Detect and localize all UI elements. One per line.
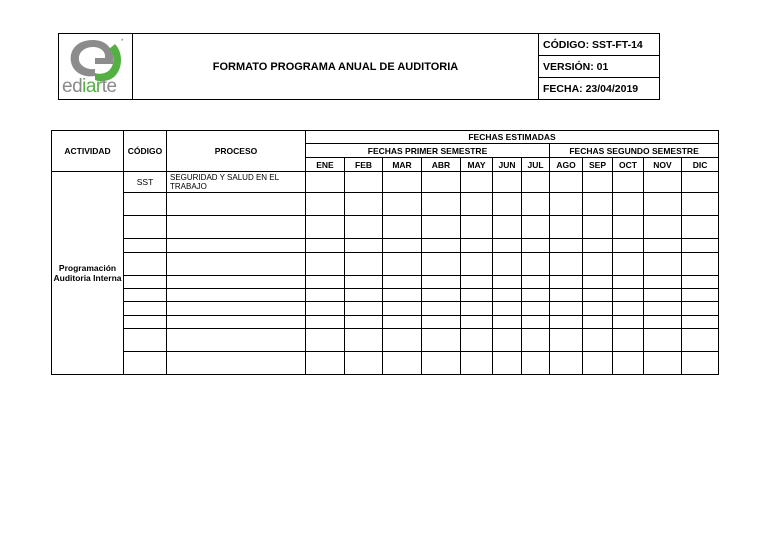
schedule-cell — [550, 239, 583, 253]
schedule-cell — [613, 352, 644, 375]
schedule-cell — [461, 289, 493, 302]
schedule-cell — [644, 239, 682, 253]
schedule-cell — [550, 289, 583, 302]
document-code: CÓDIGO: SST-FT-14 — [539, 34, 660, 56]
schedule-cell — [306, 172, 345, 193]
schedule-cell — [522, 253, 550, 276]
schedule-cell — [383, 253, 422, 276]
schedule-cell — [583, 172, 613, 193]
schedule-cell — [383, 239, 422, 253]
schedule-cell — [422, 329, 461, 352]
schedule-cell — [461, 193, 493, 216]
proceso-cell: SEGURIDAD Y SALUD EN EL TRABAJO — [167, 172, 306, 193]
schedule-cell — [345, 239, 383, 253]
schedule-cell — [422, 302, 461, 316]
schedule-cell — [682, 239, 719, 253]
schedule-cell — [493, 193, 522, 216]
schedule-cell — [493, 302, 522, 316]
schedule-cell — [550, 302, 583, 316]
schedule-cell — [345, 172, 383, 193]
audit-program-table — [51, 130, 719, 375]
schedule-cell — [345, 289, 383, 302]
schedule-cell — [422, 239, 461, 253]
schedule-cell — [167, 329, 306, 352]
schedule-cell — [383, 193, 422, 216]
schedule-cell — [461, 302, 493, 316]
schedule-cell — [522, 352, 550, 375]
schedule-cell — [124, 329, 167, 352]
month-header: JUN — [493, 158, 522, 172]
schedule-cell — [167, 316, 306, 329]
document-title: FORMATO PROGRAMA ANUAL DE AUDITORIA — [133, 34, 539, 100]
schedule-cell — [550, 329, 583, 352]
table-row — [52, 193, 719, 216]
schedule-cell — [493, 316, 522, 329]
schedule-cell — [383, 172, 422, 193]
codigo-cell: SST — [124, 172, 167, 193]
logo-cell — [59, 34, 133, 100]
schedule-cell — [583, 193, 613, 216]
month-header: AGO — [550, 158, 583, 172]
schedule-cell — [644, 193, 682, 216]
schedule-cell — [422, 253, 461, 276]
schedule-cell — [550, 216, 583, 239]
schedule-cell — [550, 276, 583, 289]
schedule-cell — [345, 352, 383, 375]
document-version: VERSIÓN: 01 — [539, 56, 660, 78]
schedule-cell — [644, 172, 682, 193]
schedule-cell — [167, 253, 306, 276]
schedule-cell — [583, 276, 613, 289]
schedule-cell — [345, 329, 383, 352]
schedule-cell — [550, 193, 583, 216]
col-proceso-header: PROCESO — [167, 131, 306, 172]
schedule-cell — [613, 239, 644, 253]
schedule-cell — [522, 172, 550, 193]
schedule-cell — [644, 253, 682, 276]
schedule-cell — [383, 316, 422, 329]
schedule-cell — [461, 276, 493, 289]
schedule-cell — [461, 216, 493, 239]
schedule-cell — [306, 193, 345, 216]
schedule-cell — [345, 253, 383, 276]
schedule-cell — [493, 253, 522, 276]
table-row — [52, 216, 719, 239]
schedule-cell — [167, 216, 306, 239]
month-header: MAY — [461, 158, 493, 172]
schedule-cell — [550, 352, 583, 375]
schedule-cell — [644, 316, 682, 329]
schedule-cell — [493, 289, 522, 302]
schedule-cell — [613, 253, 644, 276]
schedule-cell — [167, 239, 306, 253]
month-header: ABR — [422, 158, 461, 172]
schedule-cell — [383, 352, 422, 375]
schedule-cell — [644, 276, 682, 289]
document-date: FECHA: 23/04/2019 — [539, 78, 660, 100]
table-row — [52, 329, 719, 352]
schedule-cell — [461, 352, 493, 375]
schedule-cell — [345, 193, 383, 216]
schedule-cell — [613, 216, 644, 239]
schedule-cell — [124, 276, 167, 289]
table-row — [52, 253, 719, 276]
schedule-cell — [682, 253, 719, 276]
month-header: ENE — [306, 158, 345, 172]
month-header: NOV — [644, 158, 682, 172]
schedule-cell — [306, 329, 345, 352]
schedule-cell — [682, 302, 719, 316]
schedule-cell — [345, 276, 383, 289]
schedule-cell — [682, 289, 719, 302]
schedule-cell — [522, 329, 550, 352]
schedule-cell — [644, 216, 682, 239]
schedule-cell — [550, 316, 583, 329]
month-header: FEB — [345, 158, 383, 172]
schedule-cell — [383, 289, 422, 302]
month-header: DIC — [682, 158, 719, 172]
schedule-cell — [583, 302, 613, 316]
schedule-cell — [522, 316, 550, 329]
schedule-cell — [124, 216, 167, 239]
schedule-cell — [124, 193, 167, 216]
logo-mark: * — [121, 39, 124, 45]
schedule-cell — [461, 239, 493, 253]
month-header: JUL — [522, 158, 550, 172]
schedule-cell — [644, 302, 682, 316]
schedule-cell — [345, 316, 383, 329]
schedule-cell — [383, 329, 422, 352]
schedule-cell — [422, 193, 461, 216]
schedule-cell — [522, 193, 550, 216]
schedule-cell — [124, 352, 167, 375]
schedule-cell — [613, 276, 644, 289]
schedule-cell — [306, 276, 345, 289]
schedule-cell — [167, 302, 306, 316]
schedule-cell — [306, 302, 345, 316]
table-row — [52, 239, 719, 253]
col-codigo-header: CÓDIGO — [124, 131, 167, 172]
schedule-cell — [461, 253, 493, 276]
schedule-cell — [682, 316, 719, 329]
schedule-cell — [583, 289, 613, 302]
schedule-cell — [682, 193, 719, 216]
schedule-cell — [493, 276, 522, 289]
schedule-cell — [383, 216, 422, 239]
schedule-cell — [167, 289, 306, 302]
schedule-cell — [124, 302, 167, 316]
schedule-cell — [493, 329, 522, 352]
table-row — [52, 316, 719, 329]
schedule-cell — [422, 216, 461, 239]
month-header: SEP — [583, 158, 613, 172]
schedule-cell — [493, 352, 522, 375]
logo-wordmark: ediarte — [62, 76, 117, 97]
col-actividad-header: ACTIVIDAD — [52, 131, 124, 172]
table-row — [52, 276, 719, 289]
schedule-cell — [550, 172, 583, 193]
schedule-cell — [345, 216, 383, 239]
schedule-cell — [644, 329, 682, 352]
schedule-cell — [522, 302, 550, 316]
schedule-cell — [422, 316, 461, 329]
schedule-cell — [422, 289, 461, 302]
schedule-cell — [613, 302, 644, 316]
schedule-cell — [124, 316, 167, 329]
schedule-cell — [493, 216, 522, 239]
schedule-cell — [422, 276, 461, 289]
month-header: OCT — [613, 158, 644, 172]
schedule-cell — [461, 172, 493, 193]
schedule-cell — [422, 352, 461, 375]
schedule-cell — [550, 253, 583, 276]
schedule-cell — [682, 352, 719, 375]
schedule-cell — [583, 352, 613, 375]
schedule-cell — [682, 276, 719, 289]
schedule-cell — [682, 216, 719, 239]
schedule-cell — [306, 316, 345, 329]
schedule-cell — [522, 239, 550, 253]
schedule-cell — [124, 289, 167, 302]
schedule-cell — [167, 276, 306, 289]
primer-semestre-header: FECHAS PRIMER SEMESTRE — [306, 144, 550, 158]
schedule-cell — [522, 289, 550, 302]
schedule-cell — [345, 302, 383, 316]
schedule-cell — [167, 352, 306, 375]
header-table — [58, 33, 660, 100]
schedule-cell — [383, 276, 422, 289]
schedule-cell — [306, 239, 345, 253]
schedule-cell — [682, 172, 719, 193]
schedule-cell — [306, 352, 345, 375]
table-row — [52, 172, 719, 193]
schedule-cell — [461, 316, 493, 329]
schedule-cell — [167, 193, 306, 216]
schedule-cell — [644, 289, 682, 302]
schedule-cell — [613, 289, 644, 302]
schedule-cell — [644, 352, 682, 375]
schedule-cell — [522, 276, 550, 289]
fechas-estimadas-header: FECHAS ESTIMADAS — [306, 131, 719, 144]
table-row — [52, 302, 719, 316]
schedule-cell — [583, 216, 613, 239]
schedule-cell — [493, 172, 522, 193]
schedule-cell — [493, 239, 522, 253]
schedule-cell — [306, 216, 345, 239]
actividad-cell: Programación Auditoria Interna — [52, 172, 124, 375]
schedule-cell — [124, 239, 167, 253]
schedule-cell — [583, 239, 613, 253]
schedule-cell — [613, 193, 644, 216]
schedule-cell — [583, 329, 613, 352]
schedule-cell — [124, 253, 167, 276]
schedule-cell — [306, 253, 345, 276]
table-row — [52, 352, 719, 375]
schedule-cell — [383, 302, 422, 316]
table-row — [52, 289, 719, 302]
schedule-cell — [461, 329, 493, 352]
schedule-cell — [422, 172, 461, 193]
schedule-cell — [583, 253, 613, 276]
schedule-cell — [306, 289, 345, 302]
schedule-cell — [522, 216, 550, 239]
schedule-cell — [613, 316, 644, 329]
month-header: MAR — [383, 158, 422, 172]
schedule-cell — [583, 316, 613, 329]
schedule-cell — [613, 172, 644, 193]
segundo-semestre-header: FECHAS SEGUNDO SEMESTRE — [550, 144, 719, 158]
schedule-cell — [613, 329, 644, 352]
schedule-cell — [682, 329, 719, 352]
